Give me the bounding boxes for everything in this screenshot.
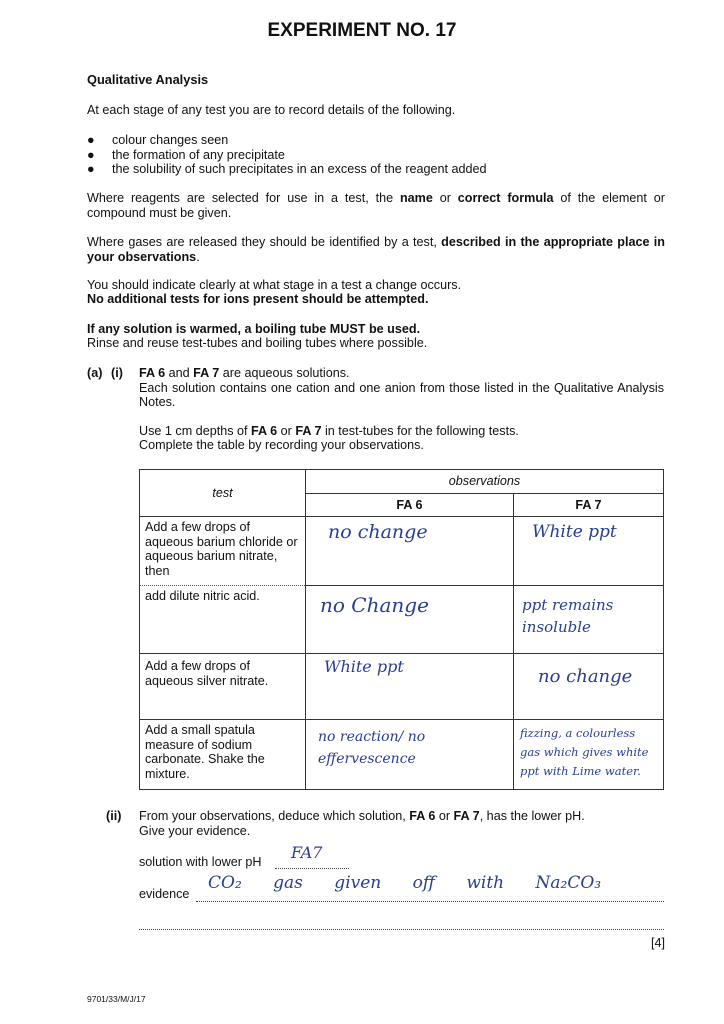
reagents-paragraph: Where reagents are selected for use in a test, the name or correct formula of the element or compound must be given.: [87, 191, 665, 220]
fa6-observation[interactable]: no Change: [306, 586, 514, 654]
question-ii: From your observations, deduce which solution, FA 6 or FA 7, has the lower pH. Give your evidence.: [139, 809, 585, 838]
question-i: FA 6 and FA 7 are aqueous solutions. Each solution contains one cation and one anion from those listed in the Qualitative Analysis Notes. Use 1 cm depths of FA 6 or FA 7 in test-tubes for the following tests. Complete the table by recording your observations.: [139, 366, 664, 452]
bullet-icon: ●: [87, 162, 95, 176]
warming-text: If any solution is warmed, a boiling tube MUST be used.: [87, 322, 421, 336]
table-row: [140, 720, 664, 790]
gases-paragraph: Where gases are released they should be identified by a test, described in the appropriate place in your observations.: [87, 235, 665, 264]
bullet-icon: ●: [87, 147, 95, 162]
part-a-label: (a): [87, 366, 103, 380]
stage-text: You should indicate clearly at what stage in a test a change occurs.: [87, 278, 462, 292]
observations-table: [139, 469, 664, 790]
part-ii-label: (ii): [106, 809, 122, 823]
test-cell: add dilute nitric acid.: [140, 586, 306, 654]
column-header-fa7: FA 7: [514, 494, 664, 517]
evidence-answer: CO₂ gas given off with Na₂CO₃: [208, 873, 602, 893]
marks-label: [4]: [650, 936, 665, 950]
column-header-fa6: FA 6: [306, 494, 514, 517]
intro-text: At each stage of any test you are to record details of the following.: [87, 103, 456, 117]
fa6-observation[interactable]: no reaction/ no effervescence: [306, 720, 514, 790]
table-row: [140, 654, 664, 720]
evidence-answer-line[interactable]: [196, 873, 664, 902]
bullet-icon: ●: [87, 133, 95, 147]
test-cell: Add a few drops of aqueous silver nitrate.: [140, 654, 306, 720]
lower-ph-label: solution with lower pH: [139, 855, 262, 869]
test-header: test: [140, 470, 306, 517]
footer-code: 9701/33/M/J/17: [87, 994, 146, 1004]
page-title: EXPERIMENT NO. 17: [267, 20, 457, 41]
table-row: [140, 586, 664, 654]
section-heading: Qualitative Analysis: [87, 72, 209, 87]
table-row: [140, 517, 664, 586]
no-additional-tests-text: No additional tests for ions present should be attempted.: [87, 292, 429, 306]
test-cell: Add a small spatula measure of sodium carbonate. Shake the mixture.: [140, 720, 306, 790]
evidence-answer-line-2[interactable]: [139, 913, 664, 930]
fa6-observation[interactable]: White ppt: [306, 654, 514, 720]
evidence-label: evidence: [139, 887, 190, 901]
fa6-observation[interactable]: no change: [306, 517, 514, 586]
test-cell: Add a few drops of aqueous barium chloride or aqueous barium nitrate, then: [140, 517, 306, 586]
rinse-text: Rinse and reuse test-tubes and boiling tubes where possible.: [87, 336, 428, 350]
fa7-observation[interactable]: ppt remains insoluble: [514, 586, 664, 654]
fa7-observation[interactable]: no change: [514, 654, 664, 720]
part-i-label: (i): [111, 366, 123, 380]
fa7-observation[interactable]: White ppt: [514, 517, 664, 586]
observations-header: observations: [306, 470, 664, 494]
fa7-observation[interactable]: fizzing, a colourless gas which gives white ppt with Lime water.: [514, 720, 664, 790]
lower-ph-answer-line[interactable]: [275, 843, 349, 869]
lower-ph-answer: FA7: [291, 843, 323, 862]
